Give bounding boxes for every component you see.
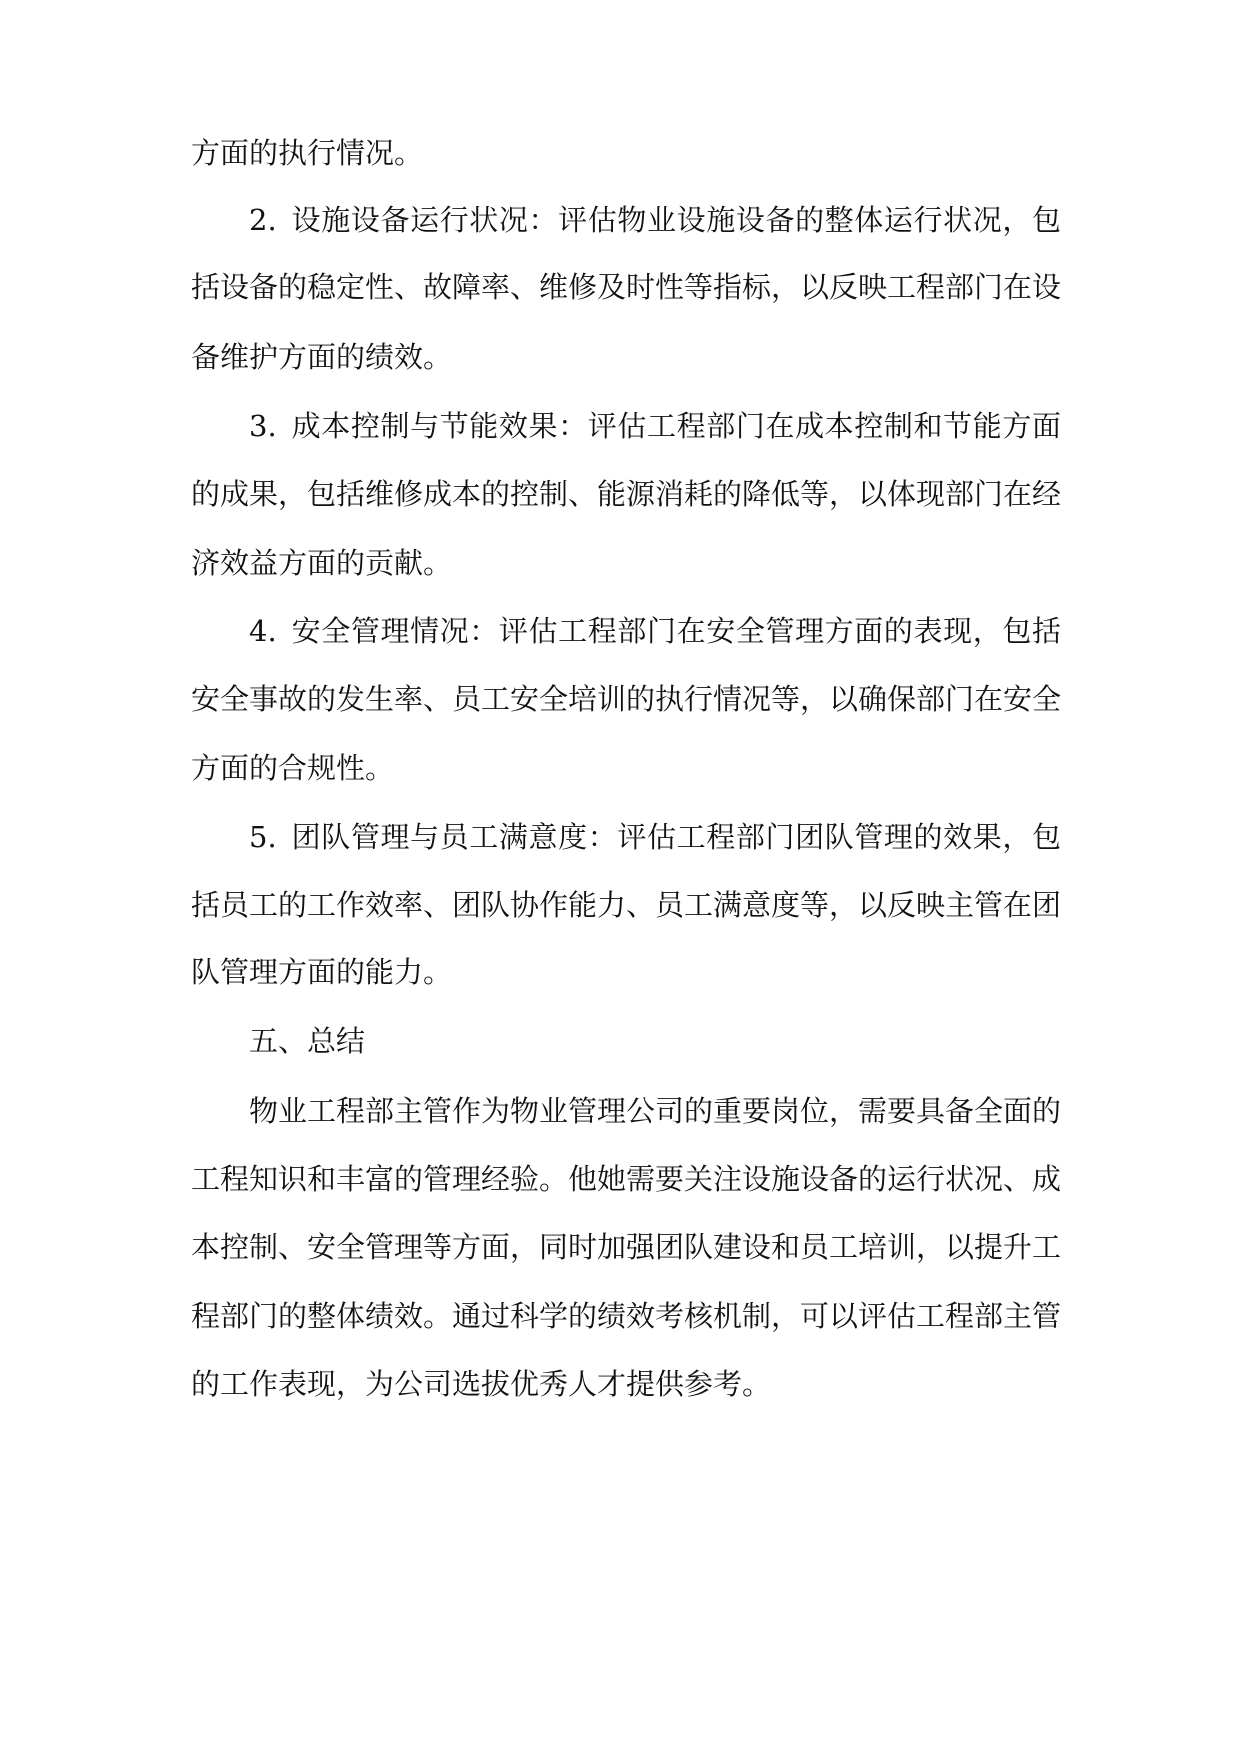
list-number: 5. xyxy=(249,820,277,854)
paragraph-line xyxy=(191,474,1061,514)
line-text: 设施设备运行状况：评估物业设施设备的整体运行状况，包 xyxy=(291,203,1061,237)
section-heading xyxy=(249,1021,1061,1061)
line-text: 安全事故的发生率、员工安全培训的执行情况等，以确保部门在安全 xyxy=(191,682,1062,716)
line-text: 济效益方面的贡献。 xyxy=(191,546,453,580)
list-item-line xyxy=(249,200,1061,240)
list-number: 4. xyxy=(249,614,277,648)
paragraph-line xyxy=(191,133,1061,173)
paragraph-line xyxy=(191,885,1061,925)
line-text: 程部门的整体绩效。通过科学的绩效考核机制，可以评估工程部主管 xyxy=(191,1299,1062,1333)
line-text: 方面的执行情况。 xyxy=(191,136,424,170)
line-text: 成本控制与节能效果：评估工程部门在成本控制和节能方面 xyxy=(291,409,1061,443)
list-number: 3. xyxy=(249,409,277,443)
line-text: 的成果，包括维修成本的控制、能源消耗的降低等，以体现部门在经 xyxy=(191,477,1062,511)
paragraph-line xyxy=(191,952,1061,992)
list-item-line xyxy=(249,817,1061,857)
line-text: 工程知识和丰富的管理经验。他她需要关注设施设备的运行状况、成 xyxy=(191,1162,1062,1196)
paragraph-line xyxy=(249,1091,1061,1131)
line-text: 物业工程部主管作为物业管理公司的重要岗位，需要具备全面的 xyxy=(249,1094,1062,1128)
paragraph-line xyxy=(191,1227,1061,1267)
line-text: 安全管理情况：评估工程部门在安全管理方面的表现，包括 xyxy=(291,614,1061,648)
line-text: 队管理方面的能力。 xyxy=(191,955,453,989)
paragraph-line xyxy=(191,748,1061,788)
paragraph-line xyxy=(191,337,1061,377)
paragraph-line xyxy=(191,543,1061,583)
line-text: 团队管理与员工满意度：评估工程部门团队管理的效果，包 xyxy=(291,820,1061,854)
line-text: 本控制、安全管理等方面，同时加强团队建设和员工培训，以提升工 xyxy=(191,1230,1062,1264)
line-text: 括员工的工作效率、团队协作能力、员工满意度等，以反映主管在团 xyxy=(191,888,1062,922)
list-item-line xyxy=(249,406,1061,446)
heading-text: 五、总结 xyxy=(249,1024,366,1058)
paragraph-line xyxy=(191,1159,1061,1199)
line-text: 括设备的稳定性、故障率、维修及时性等指标，以反映工程部门在设 xyxy=(191,270,1062,304)
paragraph-line xyxy=(191,1364,1061,1404)
paragraph-line xyxy=(191,1296,1061,1336)
line-text: 备维护方面的绩效。 xyxy=(191,340,453,374)
paragraph-line xyxy=(191,679,1061,719)
line-text: 的工作表现，为公司选拔优秀人才提供参考。 xyxy=(191,1367,772,1401)
list-item-line xyxy=(249,611,1061,651)
paragraph-line xyxy=(191,267,1061,307)
list-number: 2. xyxy=(249,203,277,237)
line-text: 方面的合规性。 xyxy=(191,751,395,785)
